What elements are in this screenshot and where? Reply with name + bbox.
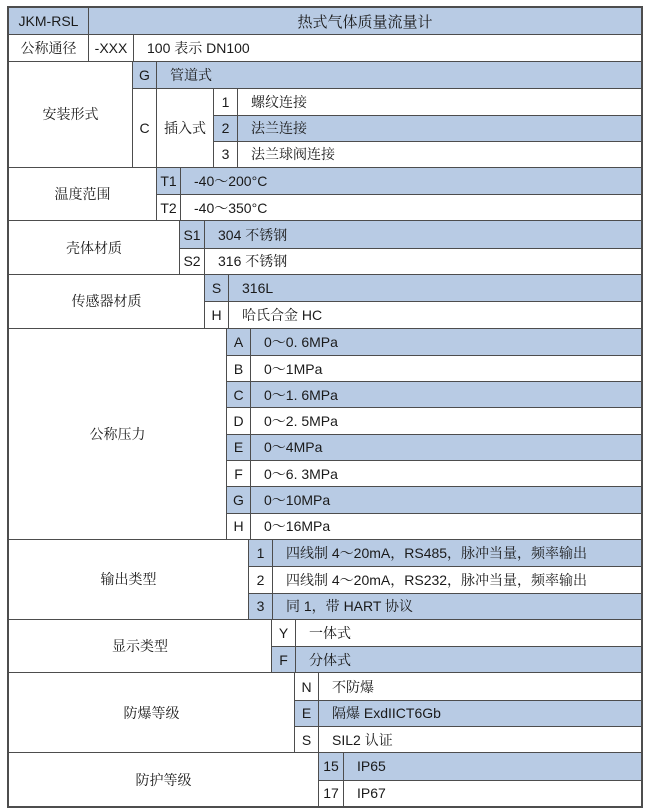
nominal-diameter-label: 公称通径 [9,35,89,60]
nominal-diameter-value: 100 表示 DN100 [147,39,250,56]
option-row [319,780,641,806]
option-row [227,486,641,512]
option-row [133,62,641,88]
explosion-proof-label: 防爆等级 [9,673,295,752]
option-row [227,381,641,407]
option-row [249,566,641,592]
option-row [249,593,641,619]
option-code: G [133,62,157,88]
option-code: Y [272,620,296,646]
option-code: 3 [249,594,273,619]
option-code: H [227,514,251,539]
option-value: 四线制 4～20mA，RS232，脉冲当量，频率输出 [286,571,588,588]
option-value: 法兰球阀连接 [251,146,335,163]
option-row [249,540,641,566]
option-row [319,753,641,779]
option-row [227,355,641,381]
option-value: 0～10MPa [264,491,331,508]
option-row [227,434,641,460]
option-code: T2 [157,195,181,220]
option-row [214,141,641,167]
header-row [9,8,641,34]
insertion-group [133,88,641,167]
option-row [180,221,641,247]
option-row [227,460,641,486]
section-temperature [9,167,641,221]
temperature-label: 温度范围 [9,168,157,221]
option-value: 四线制 4～20mA，RS485，脉冲当量，频率输出 [286,545,588,562]
section-explosion-proof [9,672,641,752]
option-code: E [227,435,251,460]
display-type-label: 显示类型 [9,620,272,673]
option-code: B [227,356,251,381]
option-row [295,700,641,726]
option-value: 隔爆 ExdIICT6Gb [332,705,441,722]
option-code: S2 [180,249,205,274]
option-row [295,726,641,752]
option-value: 316 不锈钢 [218,253,288,270]
option-code: H [205,302,229,327]
option-code: A [227,329,251,355]
option-code: F [227,461,251,486]
housing-material-label: 壳体材质 [9,221,180,274]
option-code: T1 [157,168,181,194]
option-row [227,513,641,539]
option-value: 0～4MPa [264,439,323,456]
option-code: N [295,673,319,699]
option-code: C [227,382,251,407]
option-code: 2 [214,116,238,141]
option-value: SIL2 认证 [332,731,393,748]
option-value: 哈氏合金 HC [242,306,323,323]
option-row [214,115,641,141]
section-installation [9,61,641,167]
option-value: 管道式 [170,66,212,83]
option-row [227,407,641,433]
section-protection [9,752,641,806]
option-row [180,248,641,274]
option-code: E [295,701,319,726]
option-value: 0～1. 6MPa [264,386,338,403]
option-code: 17 [319,781,344,806]
section-display-type [9,619,641,673]
option-value: 法兰连接 [251,120,307,137]
option-code: S [295,727,319,752]
nominal-diameter-code: -XXX [89,35,134,60]
option-value: 304 不锈钢 [218,226,288,243]
installation-label: 安装形式 [9,62,133,167]
option-value: 0～0. 6MPa [264,333,338,350]
insertion-label: 插入式 [157,89,214,167]
option-value: 316L [242,280,274,297]
insertion-code: C [133,89,157,167]
option-row [295,673,641,699]
option-value: 同 1，带 HART 协议 [286,598,414,615]
option-value: 一体式 [309,624,351,641]
section-pressure [9,328,641,539]
option-code: 1 [214,89,238,115]
option-code: S [205,275,229,301]
section-sensor-material [9,274,641,328]
sensor-material-label: 传感器材质 [9,275,205,328]
model-selection-table [7,6,643,808]
option-value: IP65 [357,758,386,775]
option-row [157,194,641,220]
protection-label: 防护等级 [9,753,319,806]
option-value: -40～350°C [194,199,268,216]
pressure-label: 公称压力 [9,329,227,539]
section-housing-material [9,220,641,274]
product-title: 热式气体质量流量计 [297,13,433,31]
output-type-label: 输出类型 [9,540,249,619]
section-output-type [9,539,641,619]
option-code: 15 [319,753,344,779]
option-value: 0～6. 3MPa [264,465,338,482]
option-code: S1 [180,221,205,247]
option-value: 不防爆 [332,678,374,695]
option-code: 2 [249,567,273,592]
model-code: JKM-RSL [9,8,89,34]
option-value: 螺纹连接 [251,93,307,110]
option-row [205,301,641,327]
option-row [272,620,641,646]
option-value: 0～2. 5MPa [264,413,338,430]
option-row [272,646,641,672]
section-nominal-diameter [9,34,641,60]
option-value: 0～16MPa [264,518,331,535]
option-value: 0～1MPa [264,360,323,377]
option-code: F [272,647,296,672]
option-code: G [227,487,251,512]
option-row [214,89,641,115]
option-value: -40～200°C [194,172,268,189]
option-row [227,329,641,355]
option-value: 分体式 [309,651,351,668]
option-code: 1 [249,540,273,566]
option-code: 3 [214,142,238,167]
option-value: IP67 [357,785,386,802]
option-row [157,168,641,194]
option-code: D [227,408,251,433]
option-row [205,275,641,301]
